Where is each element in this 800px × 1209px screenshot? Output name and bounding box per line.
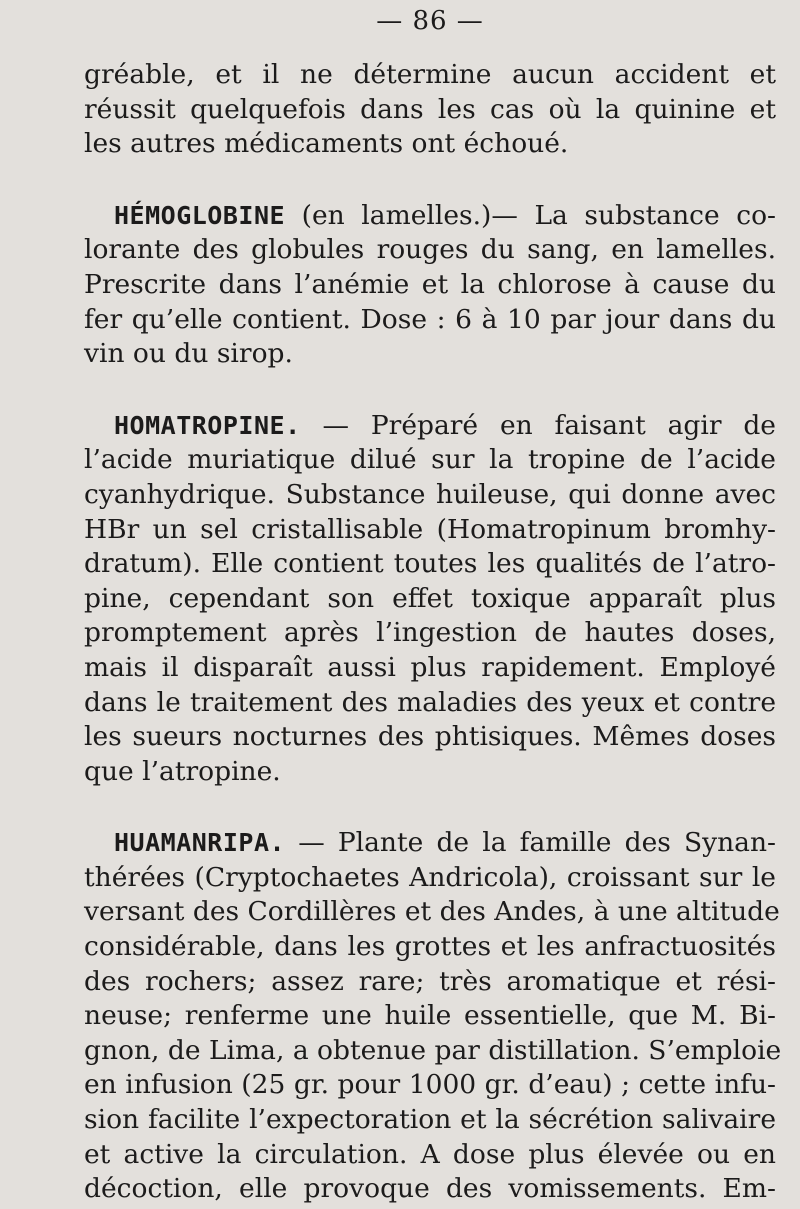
text-line: gnon, de Lima, a obtenue par distillation. S’emploie xyxy=(84,1034,782,1066)
text-line: considérable, dans les grottes et les anfractuosités xyxy=(84,931,776,963)
text-line: que l’atropine. xyxy=(84,755,281,787)
entry-first-line xyxy=(84,409,776,444)
text-line: pine, cependant son effet toxique apparaît plus xyxy=(84,582,776,614)
entry-headword: HUAMANRIPA. xyxy=(114,828,286,858)
text-line: fer qu’elle contient. Dose : 6 à 10 par jour dans du xyxy=(84,303,776,335)
text-line: neuse; renferme une huile essentielle, que M. Bi- xyxy=(84,1000,776,1032)
text-line: Prescrite dans l’anémie et la chlorose à cause du xyxy=(84,268,776,300)
text-line: promptement après l’ingestion de hautes doses, xyxy=(84,617,776,649)
text-line: l’acide muriatique dilué sur la tropine de l’acide xyxy=(84,444,776,476)
continuation-paragraph xyxy=(84,58,776,162)
text-line: cyanhydrique. Substance huileuse, qui donne avec xyxy=(84,478,776,510)
entry-first-line xyxy=(84,199,776,234)
entry-huamanripa xyxy=(84,826,782,1207)
text-line: dratum). Elle contient toutes les qualités de l’atro- xyxy=(84,548,776,580)
text-line: des rochers; assez rare; très aromatique et rési- xyxy=(84,965,776,997)
entry-headword: HÉMOGLOBINE xyxy=(114,200,286,230)
text-line: HBr un sel cristallisable (Homatropinum bromhy- xyxy=(84,513,776,545)
entry-first-line-text: — Préparé en faisant agir de xyxy=(300,409,776,441)
text-line: gréable, et il ne détermine aucun accident et xyxy=(84,59,776,90)
text-line: thérées (Cryptochaetes Andricola), croissant sur le xyxy=(84,861,776,893)
text-line: dans le traitement des maladies des yeux et contre xyxy=(84,686,776,718)
text-line: décoction, elle provoque des vomissements. Em- xyxy=(84,1173,776,1205)
page-number: — 86 — xyxy=(376,6,484,36)
text-line: vin ou du sirop. xyxy=(84,338,293,370)
text-line: mais il disparaît aussi plus rapidement. Employé xyxy=(84,651,776,683)
entry-first-line-text: — Plante de la famille des Synan- xyxy=(285,827,776,859)
entry-headword: HOMATROPINE. xyxy=(114,410,301,440)
text-line: lorante des globules rouges du sang, en lamelles. xyxy=(84,234,776,266)
entry-first-line xyxy=(84,826,776,861)
entry-hemoglobine xyxy=(84,199,776,372)
text-line: et active la circulation. A dose plus élevée ou en xyxy=(84,1138,776,1170)
text-line: les sueurs nocturnes des phtisiques. Mêmes doses xyxy=(84,721,776,753)
text-line: les autres médicaments ont échoué. xyxy=(84,128,569,160)
text-line: en infusion (25 gr. pour 1000 gr. d’eau) ; cette infu- xyxy=(84,1069,776,1101)
text-line: réussit quelquefois dans les cas où la quinine et xyxy=(84,93,776,125)
text-line: versant des Cordillères et des Andes, à une altitude xyxy=(84,896,780,928)
entry-first-line-text: (en lamelles.)— La substance co- xyxy=(285,199,776,231)
entry-homatropine xyxy=(84,409,776,790)
text-line: sion facilite l’expectoration et la sécrétion salivaire xyxy=(84,1104,776,1136)
